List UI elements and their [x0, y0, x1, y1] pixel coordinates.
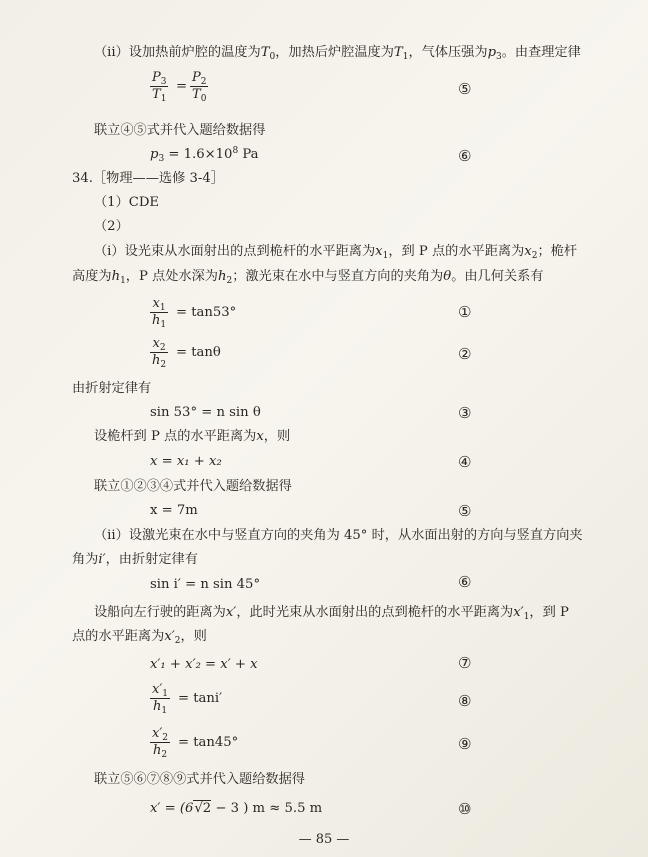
text-line: 高度为$h_1$，P 点处水深为$h_2$；激光束在水中与竖直方向的夹角为θ。由几何关系有: [72, 269, 544, 286]
equation-text: = tan53°: [176, 305, 237, 320]
equation-marker: ⑧: [458, 692, 472, 710]
page-number: — 85 —: [298, 832, 350, 847]
text: （i）设光束从水面射出的点到桅杆的水平距离为: [94, 244, 376, 259]
equation-text: x = x₁ + x₂: [150, 454, 222, 469]
text: = 1.6×10: [164, 147, 233, 162]
text-line: 角为i′，由折射定律有: [72, 552, 198, 567]
text: p: [150, 147, 159, 162]
equation-marker: ⑤: [458, 80, 472, 98]
text-line: （1）CDE: [94, 195, 160, 210]
equation-text: x = 7m: [150, 503, 198, 518]
text: 8: [232, 146, 239, 156]
text-line: （2）: [94, 219, 129, 234]
text: 。由查理定律: [501, 45, 581, 60]
text: ，P 点处水深为: [125, 269, 218, 284]
equation-fraction: $\frac{P_3}{T_1}$: [152, 70, 167, 104]
text-line: 点的水平距离为$x'_2$，则: [72, 629, 207, 646]
equation-text: x′₁ + x′₂ = x′ + x: [150, 657, 258, 672]
equation-marker: ②: [458, 345, 472, 363]
equation-text: sin i′ = n sin 45°: [150, 577, 261, 592]
text: ，到 P: [529, 605, 569, 620]
text: ，则: [263, 429, 291, 444]
equation-marker: ③: [458, 404, 472, 422]
equation-marker: ①: [458, 303, 472, 321]
equation-text: = tanθ: [176, 345, 221, 360]
text-line: 联立①②③④式并代入题给数据得: [94, 479, 292, 494]
text: ，气体压强为: [408, 45, 488, 60]
text: 。由几何关系有: [451, 269, 544, 284]
text-line: 联立④⑤式并代入题给数据得: [94, 123, 266, 138]
text: 角为: [72, 552, 99, 567]
equation-text: $p_3 = 1.6\times 10^8$ Pa: [150, 146, 259, 164]
equation-text: = tani′: [178, 691, 223, 706]
text: ，加热后炉腔温度为: [275, 45, 394, 60]
text: Pa: [238, 147, 259, 162]
equation-text: =: [176, 79, 188, 94]
text: 点的水平距离为: [72, 629, 165, 644]
equation-marker: ④: [458, 453, 472, 471]
text-line: （ii）设加热前炉腔的温度为$T_0$，加热后炉腔温度为$T_1$，气体压强为$p_3$。由查理定律: [94, 45, 581, 62]
equation-fraction: $\frac{x_2}{h_2}$: [152, 336, 167, 370]
text: 设桅杆到 P 点的水平距离为: [94, 429, 257, 444]
equation-marker: ⑤: [458, 502, 472, 520]
equation-marker: ⑩: [458, 800, 472, 818]
text-line: 设船向左行驶的距离为x′，此时光束从水面射出的点到桅杆的水平距离为$x'_1$，到 P: [94, 605, 569, 622]
text-line: （ii）设激光束在水中与竖直方向的夹角为 45° 时，从水面出射的方向与竖直方向夹: [94, 528, 583, 543]
text: x′ = (6: [150, 801, 194, 816]
equation-fraction: $\frac{x'_1}{h_1}$: [152, 682, 169, 716]
text-line: 由折射定律有: [72, 381, 152, 396]
text: ，此时光束从水面射出的点到桅杆的水平距离为: [236, 605, 514, 620]
text: ；激光束在水中与竖直方向的夹角为: [232, 269, 444, 284]
equation-fraction: $\frac{x'_2}{h_2}$: [152, 726, 169, 760]
text: √2: [194, 801, 212, 816]
text: − 3 ) m ≈ 5.5 m: [211, 801, 323, 816]
text: ，到 P 点的水平距离为: [388, 244, 525, 259]
text: 高度为: [72, 269, 112, 284]
text: ，由折射定律有: [105, 552, 198, 567]
text-line: 联立⑤⑥⑦⑧⑨式并代入题给数据得: [94, 772, 305, 787]
equation-fraction: $\frac{x_1}{h_1}$: [152, 296, 167, 330]
equation-marker: ⑨: [458, 735, 472, 753]
equation-text: [150, 800, 322, 818]
text: 设船向左行驶的距离为: [94, 605, 226, 620]
equation-marker: ⑥: [458, 147, 472, 165]
equation-text: = tan45°: [178, 735, 239, 750]
equation-fraction: $\frac{P_2}{T_0}$: [192, 70, 207, 104]
equation-text: sin 53° = n sin θ: [150, 405, 261, 420]
text: ；桅杆: [537, 244, 578, 259]
section-heading: 34.［物理——选修 3-4］: [72, 171, 224, 186]
text-line: （i）设光束从水面射出的点到桅杆的水平距离为$x_1$，到 P 点的水平距离为$x_2$；桅杆: [94, 244, 578, 261]
text: （ii）设加热前炉腔的温度为: [94, 45, 261, 60]
text-line: 设桅杆到 P 点的水平距离为x，则: [94, 429, 291, 444]
equation-marker: ⑥: [458, 573, 472, 591]
equation-marker: ⑦: [458, 654, 472, 672]
text: ，则: [180, 629, 207, 644]
